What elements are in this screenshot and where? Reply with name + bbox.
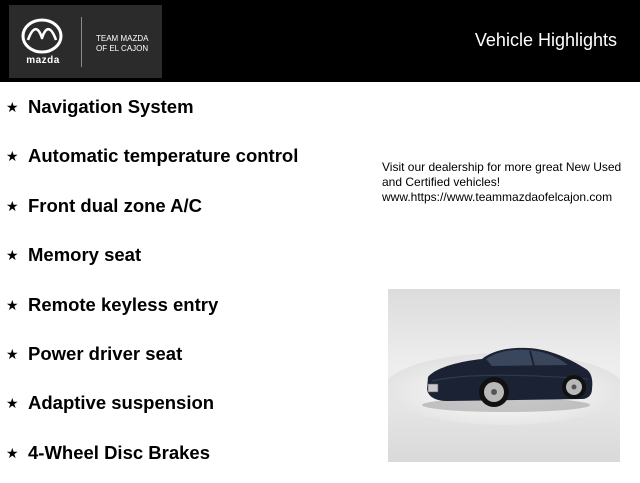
feature-item xyxy=(0,236,298,285)
dealer-name xyxy=(96,34,148,54)
brand-wordmark: mazda xyxy=(26,55,60,66)
feature-item xyxy=(0,434,298,483)
feature-label: Automatic temperature control xyxy=(28,145,299,167)
promo-line2: and Certified vehicles! xyxy=(382,175,501,189)
star-icon: ★ xyxy=(6,396,19,413)
header-bar xyxy=(0,0,640,82)
dealer-name-line1: TEAM MAZDA xyxy=(96,34,149,43)
feature-label: Adaptive suspension xyxy=(28,392,215,414)
dealer-promo xyxy=(382,160,632,205)
feature-list xyxy=(0,88,298,483)
mazda-logo-icon xyxy=(21,17,63,55)
feature-label: Remote keyless entry xyxy=(28,293,219,315)
star-icon: ★ xyxy=(6,149,19,166)
dealer-logo[interactable] xyxy=(9,5,162,78)
star-icon: ★ xyxy=(6,198,19,215)
feature-label: Navigation System xyxy=(28,96,194,117)
dealer-name-line2: OF EL CAJON xyxy=(96,44,149,53)
star-icon: ★ xyxy=(6,297,19,314)
feature-item xyxy=(0,137,298,186)
star-icon: ★ xyxy=(6,248,19,265)
promo-line1: Visit our dealership for more great New Used xyxy=(382,160,622,174)
feature-label: 4-Wheel Disc Brakes xyxy=(28,441,211,463)
feature-item xyxy=(0,88,298,137)
page-title: Vehicle Highlights xyxy=(474,30,617,50)
star-icon: ★ xyxy=(6,100,19,116)
feature-item xyxy=(0,384,298,433)
feature-item xyxy=(0,335,298,384)
star-icon: ★ xyxy=(6,346,19,363)
feature-label: Front dual zone A/C xyxy=(28,194,203,216)
feature-item xyxy=(0,286,298,335)
star-icon: ★ xyxy=(6,445,19,462)
dealer-website-link[interactable]: www.https://www.teammazdaofelcajon.com xyxy=(382,190,613,204)
feature-label: Memory seat xyxy=(28,244,142,266)
feature-label: Power driver seat xyxy=(28,342,183,364)
feature-item xyxy=(0,187,298,236)
logo-divider xyxy=(81,17,82,67)
vehicle-photo[interactable] xyxy=(388,289,620,462)
